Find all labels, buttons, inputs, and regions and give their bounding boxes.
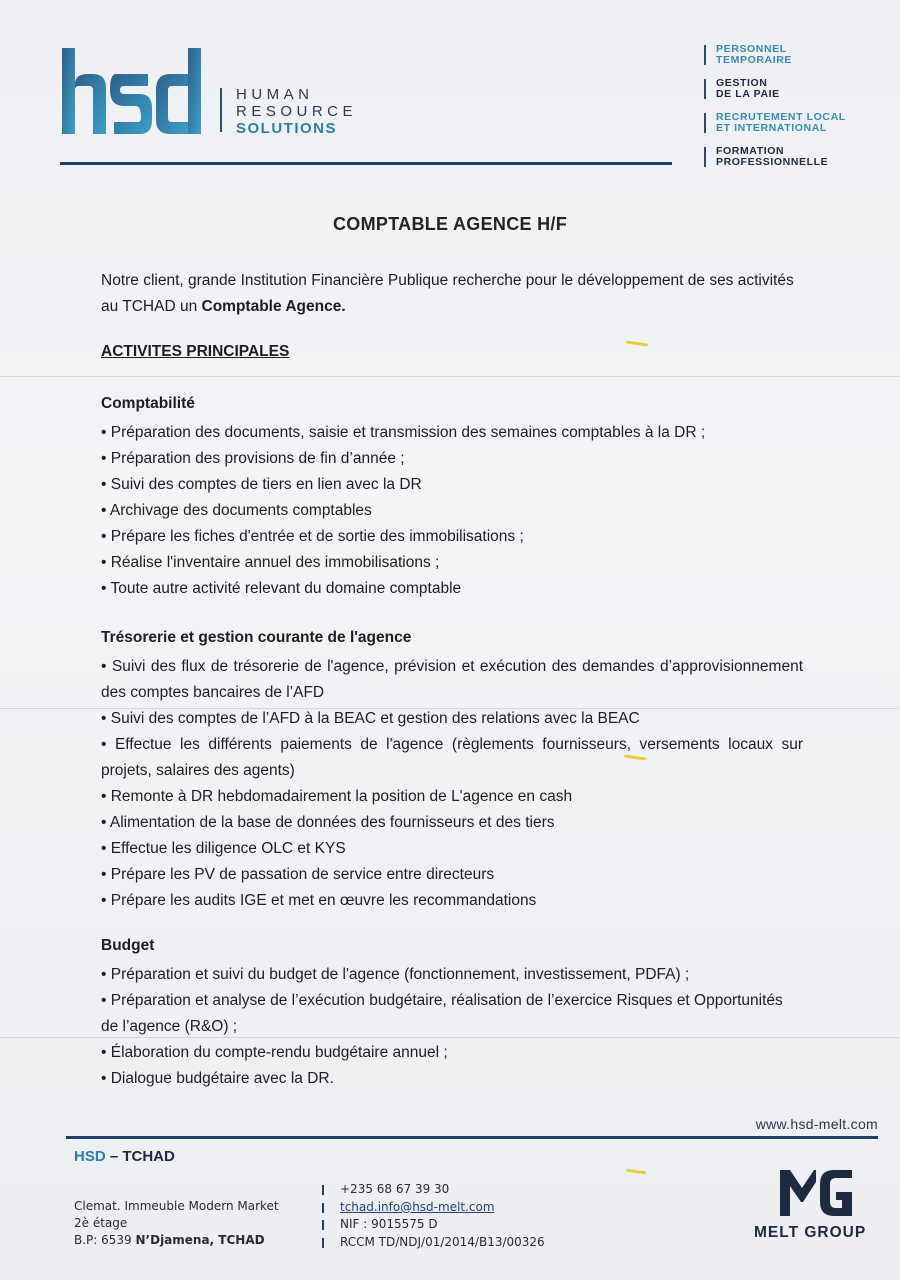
job-title-bold: Comptable Agence. (201, 298, 346, 315)
list-item: • Alimentation de la base de données des fournisseurs et des tiers (101, 814, 555, 831)
logo-wordmark (236, 86, 357, 137)
service-item: PERSONNEL TEMPORAIRE (704, 44, 846, 65)
highlighter-mark (626, 1169, 646, 1175)
section-comptabilite (101, 392, 803, 602)
list-item: • Suivi des comptes de tiers en lien avec la DR (101, 476, 422, 493)
email-link[interactable]: tchad.info@hsd-melt.com (340, 1199, 495, 1214)
page-title: COMPTABLE AGENCE H/F (333, 214, 567, 234)
task-list (101, 420, 803, 602)
list-item: • Préparation des provisions de fin d’année ; (101, 450, 405, 467)
section-title: Comptabilité (101, 395, 195, 412)
list-item: • Prépare les PV de passation de service entre directeurs (101, 866, 495, 883)
service-item: FORMATION PROFESSIONNELLE (704, 146, 846, 167)
list-item: • Prépare les fiches d'entrée et de sortie des immobilisations ; (101, 528, 524, 545)
list-item: • Réalise l'inventaire annuel des immobilisations ; (101, 554, 440, 571)
list-item: • Archivage des documents comptables (101, 502, 372, 519)
intro-paragraph: Notre client, grande Institution Financière Publique recherche pour le développement de ses activités au TCHAD un Comptable Agence. (101, 272, 794, 315)
phone-number: +235 68 67 39 30 (322, 1181, 545, 1199)
logo-line-resource: RESOURCE (236, 103, 358, 120)
list-item: • Préparation des documents, saisie et transmission des semaines comptables à la DR ; (101, 424, 706, 441)
website-link[interactable]: www.hsd-melt.com (755, 1116, 878, 1132)
list-item: • Préparation et analyse de l’exécution budgétaire, réalisation de l’exercice Risques et Opportunités de l’agence (R&O) ; (101, 992, 783, 1035)
rccm-number: RCCM TD/NDJ/01/2014/B13/00326 (322, 1234, 545, 1252)
footer-brand: HSD – TCHAD (74, 1148, 175, 1165)
list-item: • Prépare les audits IGE et met en œuvre les recommandations (101, 892, 537, 909)
list-item: • Effectue les différents paiements de l'agence (règlements fournisseurs, versements locaux sur projets, salaires des agents) (101, 736, 803, 779)
list-item: • Élaboration du compte-rendu budgétaire annuel ; (101, 1044, 448, 1061)
list-item: • Toute autre activité relevant du domaine comptable (101, 580, 462, 597)
logo-line-human: HUMAN (236, 86, 314, 103)
list-item: • Préparation et suivi du budget de l'agence (fonctionnement, investissement, PDFA) ; (101, 966, 690, 983)
task-list (101, 962, 803, 1092)
list-item: • Effectue les diligence OLC et KYS (101, 840, 346, 857)
melt-group-logo-icon (776, 1166, 856, 1218)
logo-line-solutions: SOLUTIONS (236, 120, 338, 137)
paper-fold-line (0, 376, 900, 377)
list-item: • Suivi des flux de trésorerie de l'agence, prévision et exécution des demandes d’approvisionnement des comptes bancaires de l’AFD (101, 658, 803, 701)
task-list (101, 654, 803, 914)
header-divider (60, 162, 672, 165)
logo-separator (220, 88, 222, 132)
list-item: • Remonte à DR hebdomadairement la position de L'agence en cash (101, 788, 573, 805)
hsd-logo-icon (60, 44, 204, 136)
service-item: GESTION DE LA PAIE (704, 78, 846, 99)
section-budget (101, 934, 803, 1092)
section-title: Trésorerie et gestion courante de l'agence (101, 629, 412, 646)
contact-details (322, 1181, 545, 1251)
office-address: Clemat. Immeuble Modern Market 2è étage B.P: 6539 N’Djamena, TCHAD (74, 1199, 279, 1247)
section-title: Budget (101, 937, 155, 954)
footer-divider (66, 1136, 878, 1139)
melt-group-name: MELT GROUP (754, 1224, 867, 1241)
activities-heading: ACTIVITES PRINCIPALES (101, 343, 290, 360)
list-item: • Dialogue budgétaire avec la DR. (101, 1070, 334, 1087)
nif-number: NIF : 9015575 D (322, 1216, 545, 1234)
list-item: • Suivi des comptes de l’AFD à la BEAC et gestion des relations avec la BEAC (101, 710, 640, 727)
highlighter-mark (626, 340, 648, 346)
services-list (704, 44, 846, 180)
service-item: RECRUTEMENT LOCAL ET INTERNATIONAL (704, 112, 846, 133)
section-tresorerie (101, 626, 803, 914)
